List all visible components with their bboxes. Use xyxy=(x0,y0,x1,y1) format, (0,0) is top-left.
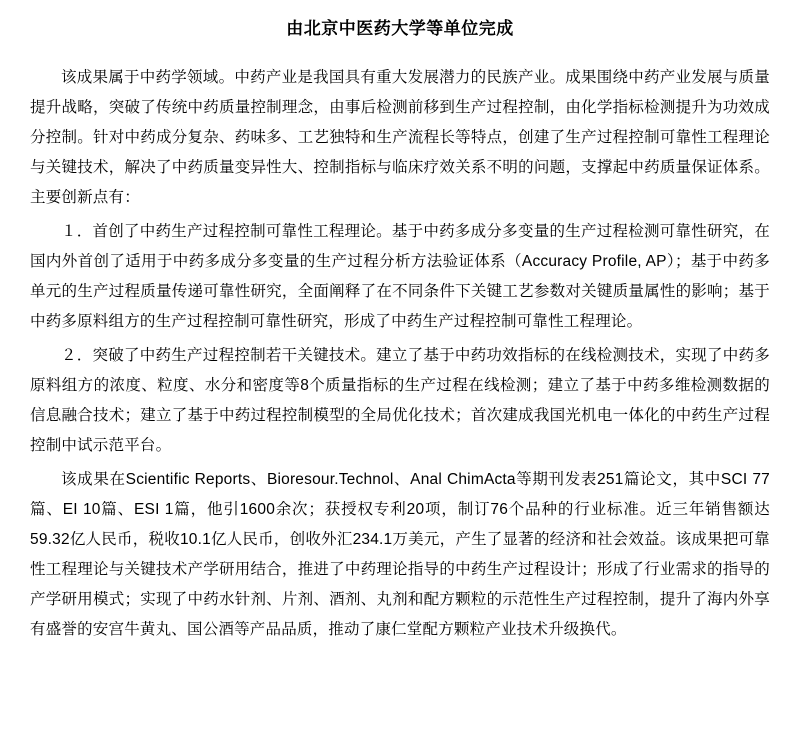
paragraph-2: １．首创了中药生产过程控制可靠性工程理论。基于中药多成分多变量的生产过程检测可靠性研究，在国内外首创了适用于中药多成分多变量的生产过程分析方法验证体系（Accuracy Profile, AP）；基于中药多单元的生产过程质量传递可靠性研究，全面阐释了在不同条件下关键工艺参数对关键质量属性的影响；基于中药多原料组方的生产过程控制可靠性研究，形成了中药生产过程控制可靠性工程理论。 xyxy=(30,222,770,330)
paragraph-1: 该成果属于中药学领域。中药产业是我国具有重大发展潜力的民族产业。成果围绕中药产业发展与质量提升战略，突破了传统中药质量控制理念，由事后检测前移到生产过程控制，由化学指标检测提升为功效成分控制。针对中药成分复杂、药味多、工艺独特和生产流程长等特点，创建了生产过程控制可靠性工程理论与关键技术，解决了中药质量变异性大、控制指标与临床疗效关系不明的问题，支撑起中药质量保证体系。主要创新点有： xyxy=(30,68,770,206)
document-title: 由北京中医药大学等单位完成 xyxy=(286,19,514,38)
paragraph-4: 该成果在Scientific Reports、Bioresour.Technol、Anal ChimActa等期刊发表251篇论文，其中SCI 77篇、EI 10篇、ESI 1篇，他引1600余次；获授权专利20项，制订76个品种的行业标准。近三年销售额达59.32亿人民币，税收10.1亿人民币，创收外汇234.1万美元，产生了显著的经济和社会效益。该成果把可靠性工程理论与关键技术产学研用结合，推进了中药理论指导的中药生产过程设计；形成了行业需求的指导的产学研用模式；实现了中药水针剂、片剂、酒剂、丸剂和配方颗粒的示范性生产过程控制，提升了海内外享有盛誉的安宫牛黄丸、国公酒等产品品质，推动了康仁堂配方颗粒产业技术升级换代。 xyxy=(30,470,770,638)
paragraph-3: ２．突破了中药生产过程控制若干关键技术。建立了基于中药功效指标的在线检测技术，实现了中药多原料组方的浓度、粒度、水分和密度等8个质量指标的生产过程在线检测；建立了基于中药多维检测数据的信息融合技术；建立了基于中药过程控制模型的全局优化技术；首次建成我国光机电一体化的中药生产过程控制中试示范平台。 xyxy=(30,346,770,454)
